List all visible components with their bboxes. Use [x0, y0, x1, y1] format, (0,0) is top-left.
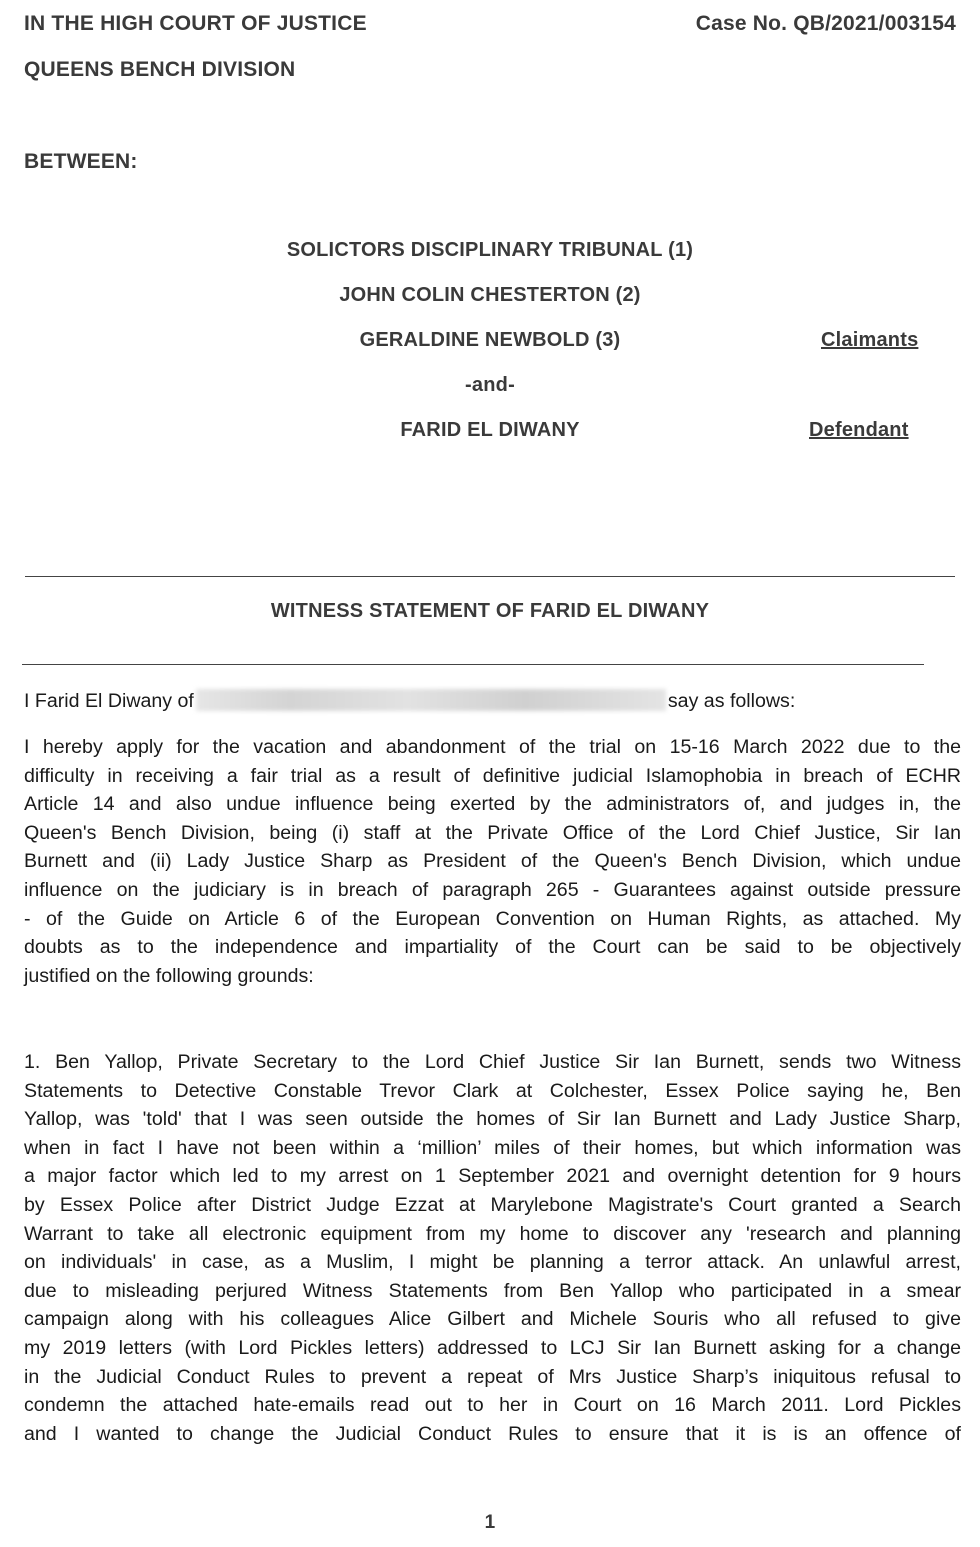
- text-line: influence on the judiciary is in breach of paragraph 265 - Guarantees against outside pressure: [24, 878, 961, 901]
- text-line: Burnett and (ii) Lady Justice Sharp as President of the Queen's Bench Division, which undue: [24, 850, 961, 873]
- text-line: campaign along with his colleagues Alice Gilbert and Michele Souris who all refused to give: [24, 1308, 961, 1331]
- and-separator: -and-: [465, 374, 515, 396]
- text-line: justified on the following grounds:: [24, 964, 314, 987]
- text-line: Yallop, was 'told' that I was seen outside the homes of Sir Ian Burnett and Lady Justice Sharp,: [24, 1108, 961, 1131]
- court-division: QUEENS BENCH DIVISION: [24, 58, 296, 81]
- claimant-1: SOLICTORS DISCIPLINARY TRIBUNAL (1): [286, 239, 694, 261]
- text-line: due to misleading perjured Witness Statements from Ben Yallop who participated in a smear: [24, 1279, 961, 1302]
- claimant-3: GERALDINE NEWBOLD (3): [359, 329, 621, 351]
- title-rule-bottom: [22, 664, 924, 665]
- text-line: Statements to Detective Constable Trevor Clark at Colchester, Essex Police saying he, Ben: [24, 1079, 961, 1102]
- text-line: 1. Ben Yallop, Private Secretary to the Lord Chief Justice Sir Ian Burnett, sends two Witness: [24, 1051, 961, 1073]
- text-line: Article 14 and also undue influence being exerted by the administrators of, and judges in, the: [24, 793, 961, 816]
- text-line: in the Judicial Conduct Rules to prevent a repeat of Mrs Justice Sharp’s iniquitous refusal to: [24, 1365, 961, 1388]
- between-label: BETWEEN:: [24, 150, 138, 173]
- intro-suffix: say as follows:: [667, 690, 796, 712]
- title-rule-top: [25, 576, 955, 577]
- defendant-name: FARID EL DIWANY: [400, 419, 580, 441]
- text-line: difficulty in receiving a fair trial as a result of definitive judicial Islamophobia in breach of ECHR: [24, 764, 961, 787]
- redacted-address: [196, 689, 666, 711]
- text-line: - of the Guide on Article 6 of the European Convention on Human Rights, as attached. My: [24, 907, 961, 930]
- defendant-label: Defendant: [809, 419, 909, 441]
- page-number: 1: [484, 1512, 496, 1533]
- intro-line: [24, 689, 795, 713]
- intro-prefix: I Farid El Diwany of: [24, 690, 194, 712]
- text-line: Queen's Bench Division, being (i) staff at the Private Office of the Lord Chief Justice, Sir Ian: [24, 821, 961, 844]
- text-line: condemn the attached hate-emails read out to her in Court on 16 March 2011. Lord Pickles: [24, 1394, 961, 1417]
- case-number: Case No. QB/2021/003154: [695, 12, 956, 35]
- claimants-label: Claimants: [821, 329, 919, 351]
- application-paragraph: [24, 733, 961, 990]
- text-line: doubts as to the independence and impartiality of the Court can be said to be objectively: [24, 936, 961, 959]
- statement-title: WITNESS STATEMENT OF FARID EL DIWANY: [270, 600, 710, 622]
- text-line: Warrant to take all electronic equipment from my home to discover any 'research and planning: [24, 1222, 961, 1245]
- text-line: my 2019 letters (with Lord Pickles letters) addressed to LCJ Sir Ian Burnett asking for a change: [24, 1336, 961, 1359]
- ground-1-paragraph: [24, 1048, 961, 1448]
- court-name: IN THE HIGH COURT OF JUSTICE: [24, 12, 367, 35]
- text-line: by Essex Police after District Judge Ezzat at Marylebone Magistrate's Court granted a Search: [24, 1193, 961, 1216]
- text-line: a major factor which led to my arrest on 1 September 2021 and overnight detention for 9 hours: [24, 1165, 961, 1188]
- text-line: on individuals' in case, as a Muslim, I might be planning a terror attack. An unlawful arrest,: [24, 1251, 961, 1274]
- text-line: and I wanted to change the Judicial Conduct Rules to ensure that it is is an offence of: [24, 1422, 961, 1445]
- text-line: when in fact I have not been within a ‘million’ miles of their homes, but which information was: [24, 1136, 961, 1159]
- claimant-2: JOHN COLIN CHESTERTON (2): [339, 284, 641, 306]
- text-line: I hereby apply for the vacation and abandonment of the trial on 15-16 March 2022 due to the: [24, 736, 961, 758]
